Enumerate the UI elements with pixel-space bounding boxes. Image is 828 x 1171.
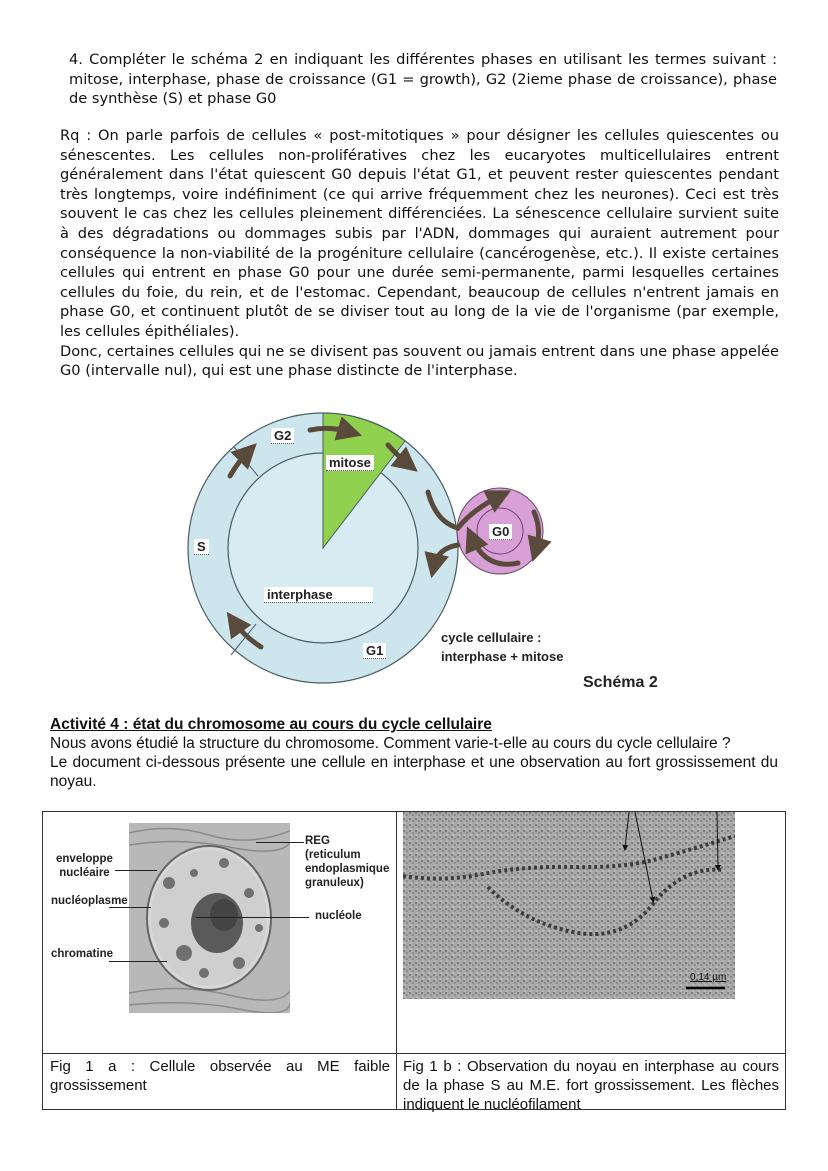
label-nucleole: nucléole <box>315 910 362 922</box>
label-enveloppe-line-1: enveloppe <box>56 853 113 865</box>
fig1b-caption: Fig 1 b : Observation du noyau en interphase au cours de la phase S au M.E. fort grossissement. Les flèches indiquent le nucléofilament <box>403 1058 779 1113</box>
fig1a-micrograph <box>129 823 290 1013</box>
label-reg-line-4: granuleux) <box>305 877 364 889</box>
label-reg-line-2: (reticulum <box>305 849 361 861</box>
activity-intro-1: Nous avons étudié la structure du chromosome. Comment varie-t-elle au cours du cycle cellulaire ? <box>50 735 731 752</box>
label-g1: G1 <box>363 643 386 659</box>
label-enveloppe-nucleaire <box>56 852 113 880</box>
remark-paragraph-2: Donc, certaines cellules qui ne se divisent pas souvent ou jamais entrent dans une phase appelée G0 (intervalle nul), qui est une phase distincte de l'interphase. <box>60 342 779 380</box>
label-reg-line-3: endoplasmique <box>305 863 390 875</box>
activity-title: Activité 4 : état du chromosome au cours du cycle cellulaire <box>50 716 492 733</box>
remark-block <box>60 126 779 381</box>
label-reg <box>305 834 389 890</box>
scale-bar-label: 0,14 µm <box>690 972 727 983</box>
question-4-text: 4. Compléter le schéma 2 en indiquant les différentes phases en utilisant les termes suivant : mitose, interphase, phase de croissance (G1 = growth), G2 (2ieme phase de croissance), phase de synthèse (S) et phase G0 <box>69 51 777 108</box>
label-g0: G0 <box>489 524 512 540</box>
label-reg-line-1: REG <box>305 835 330 847</box>
cell-cycle-diagram <box>180 400 600 700</box>
figure-table <box>42 811 786 1113</box>
activity-section <box>50 715 778 791</box>
schema-title: Schéma 2 <box>583 674 658 691</box>
label-s: S <box>194 539 209 555</box>
cycle-caption-line-2: interphase + mitose <box>441 649 564 664</box>
label-nucleoplasme: nucléoplasme <box>51 895 128 907</box>
fig1a-caption: Fig 1 a : Cellule observée au ME faible grossissement <box>50 1058 390 1094</box>
remark-paragraph-1: Rq : On parle parfois de cellules « post-mitotiques » pour désigner les cellules quiescentes ou sénescentes. Les cellules non-prolifératives chez les eucaryotes multicellulaires entrent généralement dans l'état quiescent G0 depuis l'état G1, et peuvent rester quiescentes pendant très longtemps, voire indéfiniment (ce qui arrive fréquemment chez les neurones). Ceci est très souvent le cas chez les cellules pleinement différenciées. La sénescence cellulaire survient suite à des dégradations ou dommages subis par l'ADN, dommages qui auraient autrement pour conséquence la non-viabilité de la progéniture cellulaire (cancérogenèse, etc.). Il existe certaines cellules qui entrent en phase G0 pour une durée semi-permanente, parmi lesquelles certaines cellules du foie, du rein, et de l'estomac. Cependant, beaucoup de cellules n'entrent jamais en phase G0, et continuent plutôt de se diviser tout au long de la vie de l'organisme (par exemple, les cellules épithéliales). <box>60 127 779 340</box>
cycle-caption <box>441 628 563 666</box>
label-g2: G2 <box>271 428 294 444</box>
label-enveloppe-line-2: nucléaire <box>59 867 110 879</box>
cycle-caption-line-1: cycle cellulaire : <box>441 630 542 645</box>
fig1b-micrograph <box>403 812 735 999</box>
label-chromatine: chromatine <box>51 948 113 960</box>
label-interphase: interphase <box>264 587 373 603</box>
activity-intro-2: Le document ci-dessous présente une cellule en interphase et une observation au fort grossissement du noyau. <box>50 754 778 790</box>
label-mitose: mitose <box>326 455 374 471</box>
